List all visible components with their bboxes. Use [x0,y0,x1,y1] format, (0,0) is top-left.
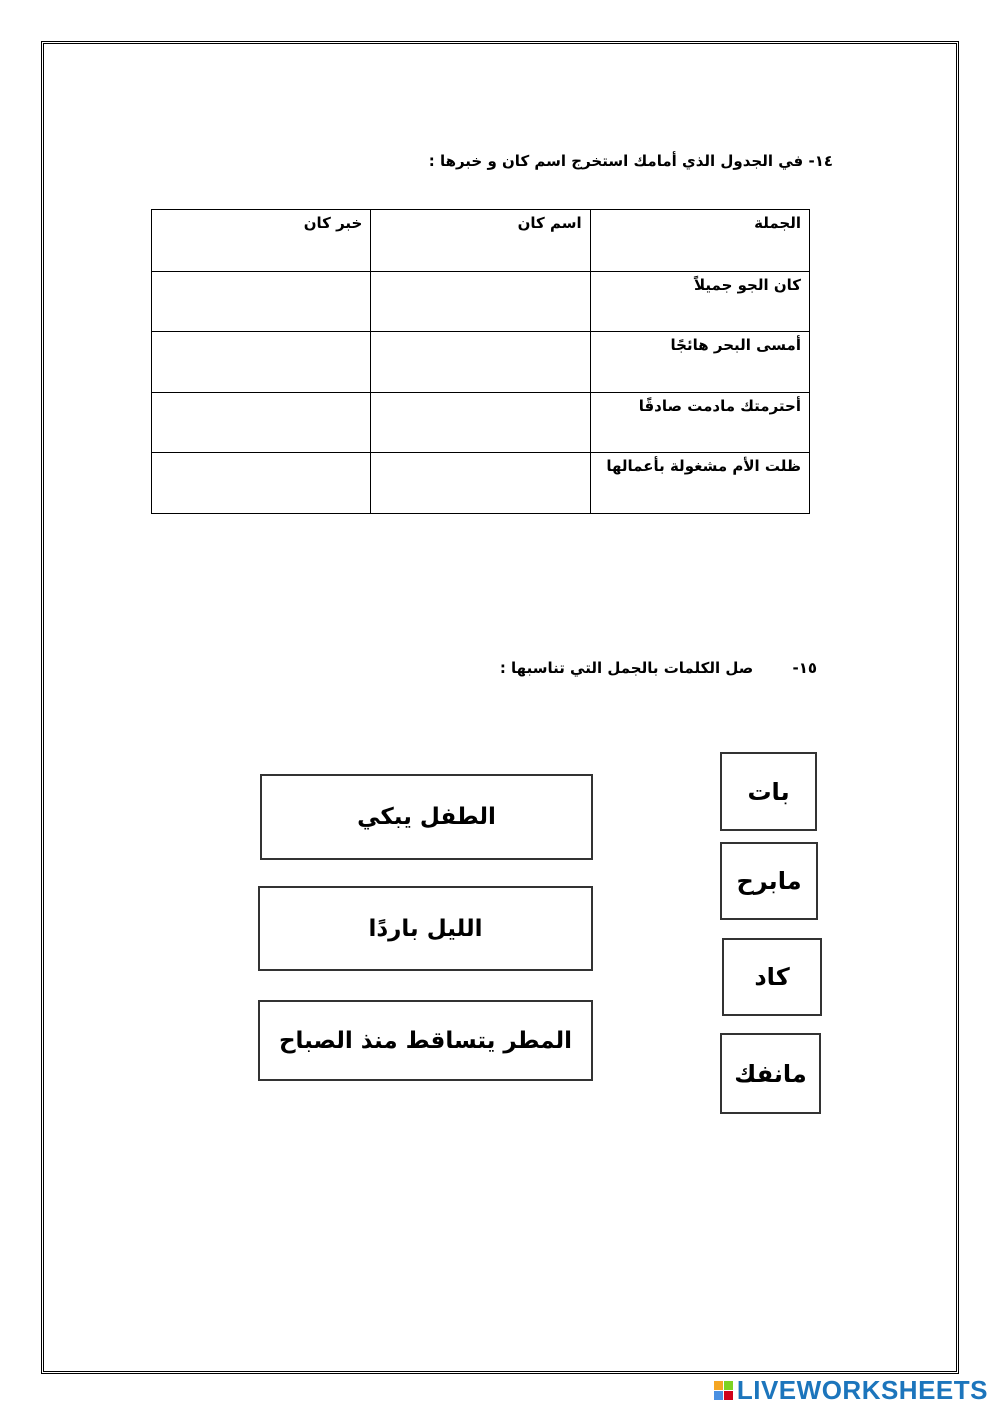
row-3-predicate-cell[interactable] [152,392,371,453]
row-4-subject-cell[interactable] [371,453,590,514]
logo-square-icon [714,1391,723,1400]
question-15-number: ١٥- [792,659,817,677]
row-2-predicate-cell[interactable] [152,332,371,393]
row-2-sentence: أمسى البحر هائجًا [590,332,809,393]
kana-table [151,209,810,514]
word-box-2[interactable]: مابرح [720,842,818,920]
question-14-number: ١٤- [808,152,833,170]
header-kana-predicate: خبر كان [152,210,371,272]
table-row [152,392,810,453]
table-row [152,453,810,514]
logo-square-icon [724,1381,733,1390]
row-4-predicate-cell[interactable] [152,453,371,514]
row-4-sentence: ظلت الأم مشغولة بأعمالها [590,453,809,514]
question-15-text: صل الكلمات بالجمل التي تناسبها : [499,659,754,677]
header-kana-subject: اسم كان [371,210,590,272]
word-box-3[interactable]: كاد [722,938,822,1016]
question-14-title [429,152,833,170]
sentence-box-2[interactable]: الليل باردًا [258,886,593,971]
question-15-title [500,659,817,677]
brand-text: LIVEWORKSHEETS [736,1375,988,1405]
header-sentence: الجملة [590,210,809,272]
table-row [152,332,810,393]
row-3-sentence: أحترمتك مادمت صادقًا [590,392,809,453]
row-1-predicate-cell[interactable] [152,271,371,332]
row-1-subject-cell[interactable] [371,271,590,332]
row-3-subject-cell[interactable] [371,392,590,453]
table-header-row [152,210,810,272]
logo-square-icon [714,1381,723,1390]
liveworksheets-logo[interactable] [714,1375,988,1406]
sentence-box-1[interactable]: الطفل يبكي [260,774,593,860]
row-2-subject-cell[interactable] [371,332,590,393]
logo-square-icon [724,1391,733,1400]
sentence-box-3[interactable]: المطر يتساقط منذ الصباح [258,1000,593,1081]
word-box-1[interactable]: بات [720,752,817,831]
table-row [152,271,810,332]
row-1-sentence: كان الجو جميلاً [590,271,809,332]
word-box-4[interactable]: مانفك [720,1033,821,1114]
question-14-text: في الجدول الذي أمامك استخرج اسم كان و خبرها : [428,152,804,170]
liveworksheets-logo-icon [714,1381,733,1400]
